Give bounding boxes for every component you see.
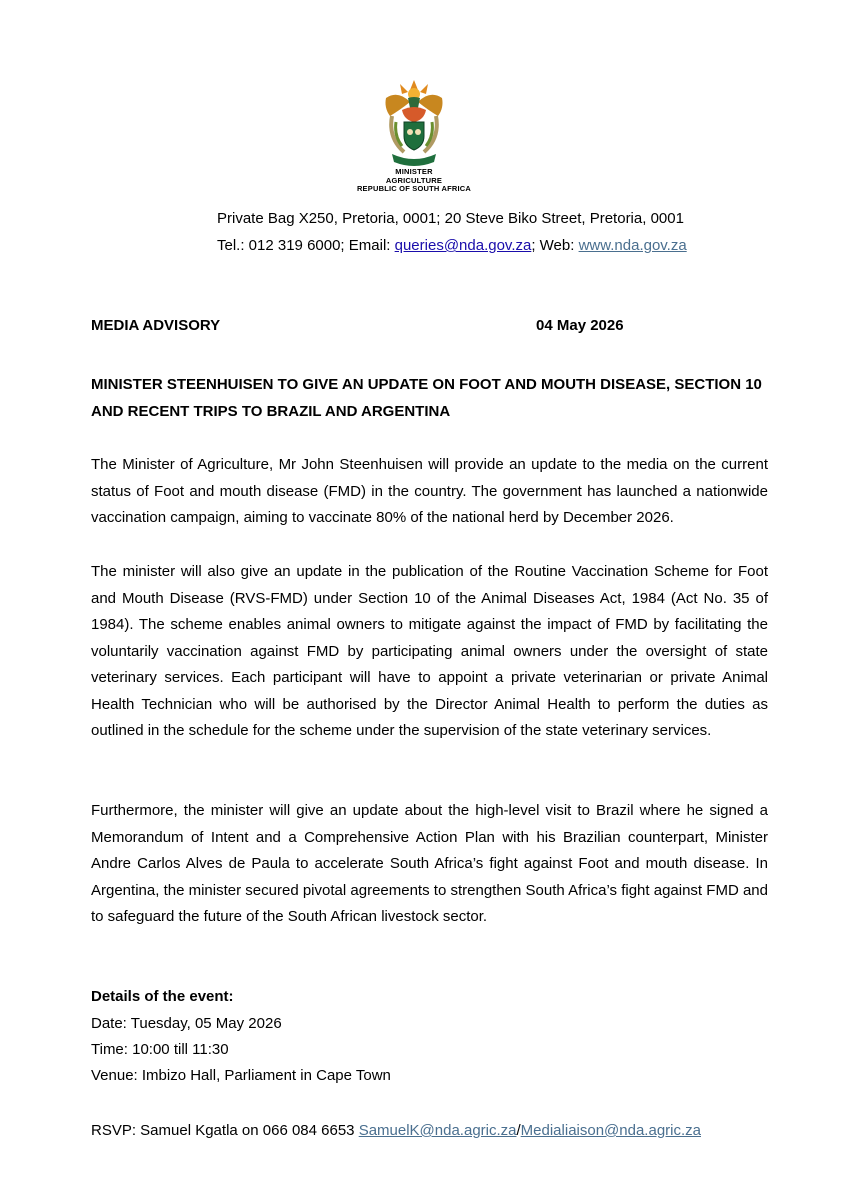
advisory-date: 04 May 2026 <box>536 317 624 334</box>
rsvp-email-media-liaison[interactable]: Medialiaison@nda.agric.za <box>520 1122 701 1139</box>
event-venue: Venue: Imbizo Hall, Parliament in Cape Town <box>91 1067 391 1084</box>
tel-text: Tel.: 012 319 6000; Email: <box>217 237 395 254</box>
address-line: Private Bag X250, Pretoria, 0001; 20 Steve Biko Street, Pretoria, 0001 <box>217 210 684 227</box>
rsvp-email-samuel[interactable]: SamuelK@nda.agric.za <box>358 1122 517 1139</box>
event-details-title: Details of the event: <box>91 988 234 1005</box>
website-link[interactable]: www.nda.gov.za <box>578 237 687 254</box>
org-line-department: AGRICULTURE <box>385 175 443 185</box>
headline: MINISTER STEENHUISEN TO GIVE AN UPDATE ON FOOT AND MOUTH DISEASE, SECTION 10 AND RECENT TRIPS TO BRAZIL AND ARGENTINA <box>91 376 762 420</box>
coat-of-arms-icon <box>378 76 450 168</box>
advisory-type: MEDIA ADVISORY <box>91 317 221 334</box>
paragraph-2: The minister will also give an update in the publication of the Routine Vaccination Scheme for Foot and Mouth Disease (RVS-FMD) under Section 10 of the Animal Diseases Act, 1984 (Act No. 35 of 1984). The scheme enables animal owners to mitigate against the impact of FMD by facilitating the voluntarily vaccination against FMD by participating animal owners under the oversight of state veterinary services. Each participant will have to appoint a private veterinarian or private Animal Health Technician who will be authorised by the Director Animal Health to perform the duties as outlined in the schedule for the scheme under the supervision of the state veterinary services. <box>91 563 768 739</box>
org-line-country: REPUBLIC OF SOUTH AFRICA <box>356 184 472 194</box>
paragraph-1: The Minister of Agriculture, Mr John Steenhuisen will provide an update to the media on the current status of Foot and mouth disease (FMD) in the country. The government has launched a nationwide vaccination campaign, aiming to vaccinate 80% of the national herd by December 2026. <box>91 456 768 526</box>
org-line-minister: MINISTER <box>395 167 433 176</box>
paragraph-3: Furthermore, the minister will give an update about the high-level visit to Brazil where he signed a Memorandum of Intent and a Comprehensive Action Plan with his Brazilian counterpart, Minister Andre Carlos Alves de Paula to accelerate South Africa’s fight against Foot and mouth disease. In Argentina, the minister secured pivotal agreements to strengthen South Africa’s fight against FMD and to safeguard the future of the South African livestock sector. <box>91 802 768 925</box>
rsvp-line <box>91 1122 701 1139</box>
event-date: Date: Tuesday, 05 May 2026 <box>91 1015 282 1032</box>
org-name-block <box>300 168 528 194</box>
web-prefix-text: ; Web: <box>531 237 579 254</box>
event-time: Time: 10:00 till 11:30 <box>91 1041 229 1058</box>
contact-line <box>217 237 687 254</box>
rsvp-separator: / <box>516 1122 521 1139</box>
email-link[interactable]: queries@nda.gov.za <box>394 237 532 254</box>
rsvp-text: RSVP: Samuel Kgatla on 066 084 6653 <box>91 1122 359 1139</box>
